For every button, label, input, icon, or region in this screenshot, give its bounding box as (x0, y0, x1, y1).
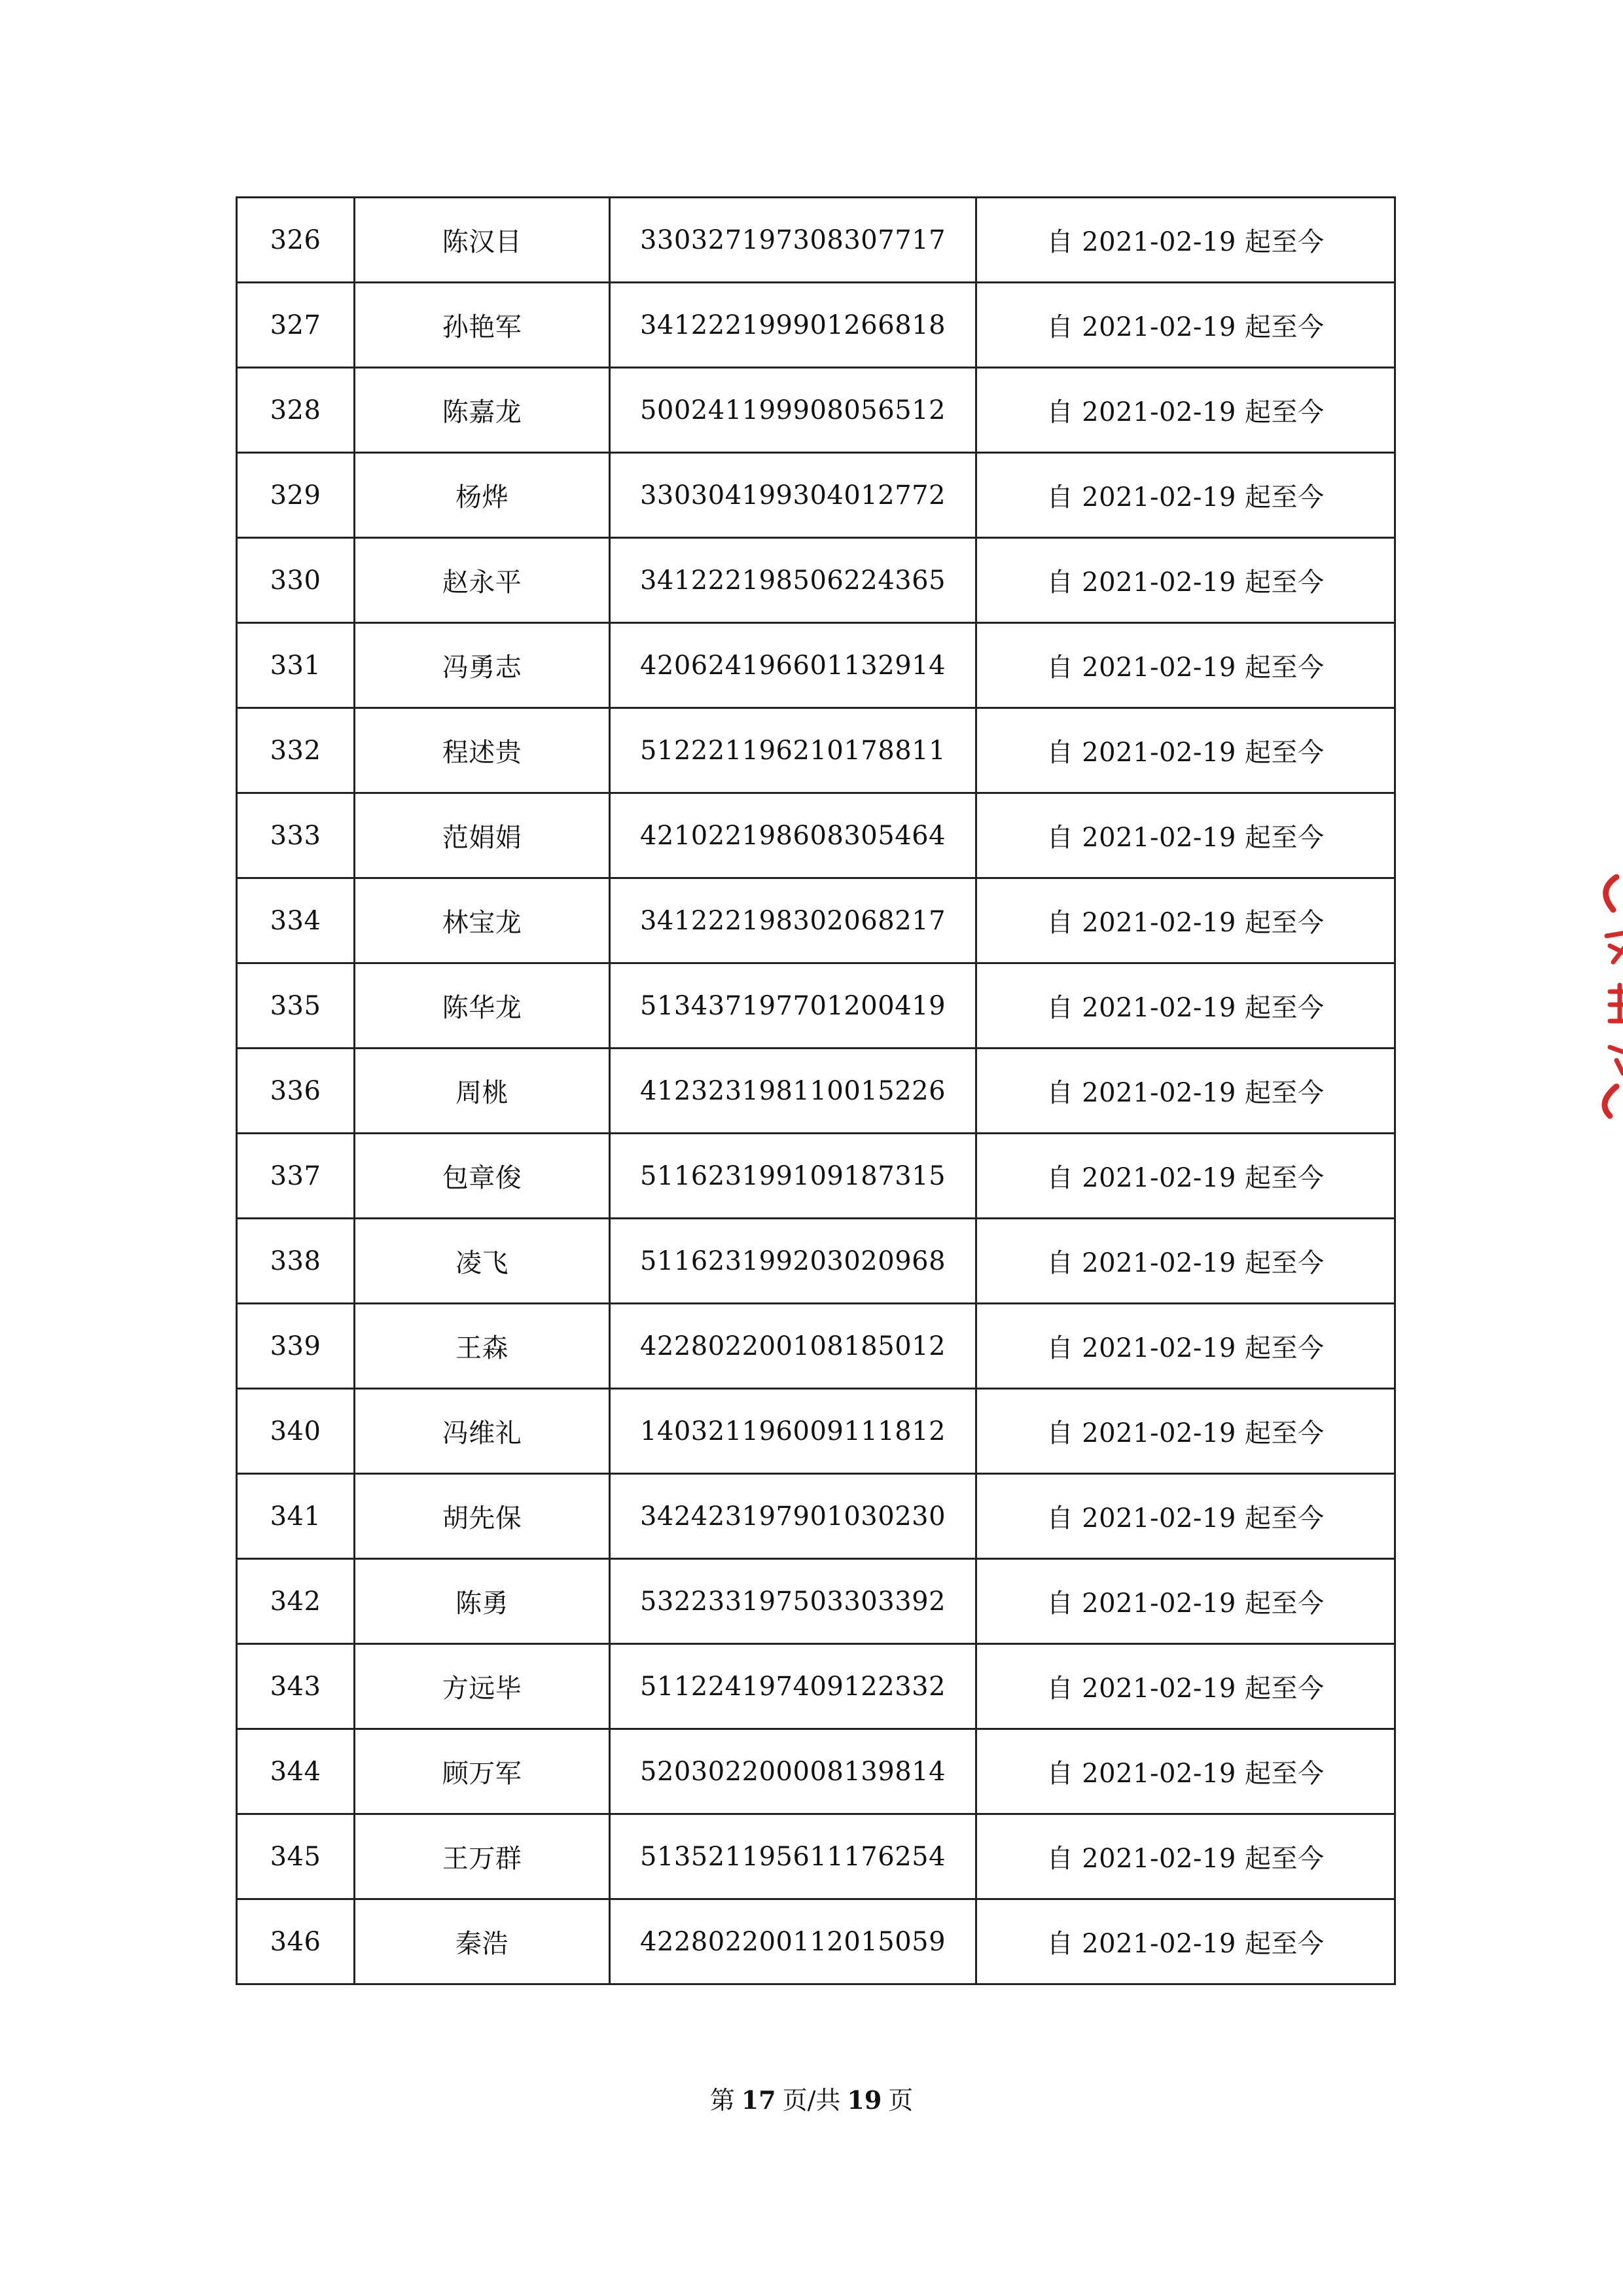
table-row (237, 708, 1395, 793)
period-cell: 自 2021-02-19 起至今 (976, 1304, 1395, 1389)
row-number-cell: 344 (237, 1729, 355, 1814)
table-row (237, 1814, 1395, 1899)
period-cell: 自 2021-02-19 起至今 (976, 1899, 1395, 1984)
period-cell: 自 2021-02-19 起至今 (976, 1729, 1395, 1814)
table-row (237, 198, 1395, 283)
name-cell: 秦浩 (355, 1899, 610, 1984)
period-cell: 自 2021-02-19 起至今 (976, 283, 1395, 368)
period-cell: 自 2021-02-19 起至今 (976, 1219, 1395, 1304)
name-cell: 方远毕 (355, 1644, 610, 1729)
seal-arc-bottom (1605, 1086, 1616, 1116)
period-cell: 自 2021-02-19 起至今 (976, 1389, 1395, 1474)
table-row (237, 1049, 1395, 1134)
period-cell: 自 2021-02-19 起至今 (976, 963, 1395, 1049)
name-cell: 冯勇志 (355, 623, 610, 708)
table-row (237, 538, 1395, 623)
row-number-cell: 340 (237, 1389, 355, 1474)
name-cell: 赵永平 (355, 538, 610, 623)
row-number-cell: 329 (237, 453, 355, 538)
table-row (237, 1134, 1395, 1219)
name-cell: 孙艳军 (355, 283, 610, 368)
row-number-cell: 335 (237, 963, 355, 1049)
red-seal-stamp-fragment (1577, 864, 1623, 1126)
row-number-cell: 341 (237, 1474, 355, 1559)
row-number-cell: 332 (237, 708, 355, 793)
footer-suffix: 页 (888, 2086, 914, 2115)
name-cell: 程述贵 (355, 708, 610, 793)
id-number-cell: 341222198302068217 (610, 878, 976, 963)
name-cell: 凌飞 (355, 1219, 610, 1304)
seal-glyph-2 (1610, 985, 1623, 1021)
id-number-cell: 520302200008139814 (610, 1729, 976, 1814)
id-number-cell: 330327197308307717 (610, 198, 976, 283)
footer-middle: 页/共 (782, 2086, 841, 2115)
id-number-cell: 341222198506224365 (610, 538, 976, 623)
name-cell: 范娟娟 (355, 793, 610, 878)
name-cell: 周桃 (355, 1049, 610, 1134)
name-cell: 冯维礼 (355, 1389, 610, 1474)
period-cell: 自 2021-02-19 起至今 (976, 538, 1395, 623)
id-number-cell: 330304199304012772 (610, 453, 976, 538)
period-cell: 自 2021-02-19 起至今 (976, 1814, 1395, 1899)
row-number-cell: 339 (237, 1304, 355, 1389)
row-number-cell: 334 (237, 878, 355, 963)
id-number-cell: 511623199109187315 (610, 1134, 976, 1219)
name-cell: 陈嘉龙 (355, 368, 610, 453)
footer-prefix: 第 (709, 2086, 735, 2115)
row-number-cell: 343 (237, 1644, 355, 1729)
name-cell: 陈勇 (355, 1559, 610, 1644)
id-number-cell: 513437197701200419 (610, 963, 976, 1049)
table-row (237, 878, 1395, 963)
period-cell: 自 2021-02-19 起至今 (976, 1474, 1395, 1559)
period-cell: 自 2021-02-19 起至今 (976, 453, 1395, 538)
table-row (237, 1729, 1395, 1814)
name-cell: 杨烨 (355, 453, 610, 538)
period-cell: 自 2021-02-19 起至今 (976, 1134, 1395, 1219)
table-row (237, 1559, 1395, 1644)
id-number-cell: 412323198110015226 (610, 1049, 976, 1134)
period-cell: 自 2021-02-19 起至今 (976, 198, 1395, 283)
row-number-cell: 327 (237, 283, 355, 368)
name-cell: 包章俊 (355, 1134, 610, 1219)
id-number-cell: 421022198608305464 (610, 793, 976, 878)
table-row (237, 793, 1395, 878)
row-number-cell: 336 (237, 1049, 355, 1134)
name-cell: 胡先保 (355, 1474, 610, 1559)
row-number-cell: 345 (237, 1814, 355, 1899)
row-number-cell: 330 (237, 538, 355, 623)
name-cell: 王万群 (355, 1814, 610, 1899)
period-cell: 自 2021-02-19 起至今 (976, 878, 1395, 963)
seal-glyph-3 (1610, 1047, 1623, 1073)
id-number-cell: 512221196210178811 (610, 708, 976, 793)
row-number-cell: 331 (237, 623, 355, 708)
table-row (237, 1474, 1395, 1559)
name-cell: 陈华龙 (355, 963, 610, 1049)
roster-table (236, 196, 1396, 1985)
table-row (237, 283, 1395, 368)
row-number-cell: 338 (237, 1219, 355, 1304)
row-number-cell: 346 (237, 1899, 355, 1984)
table-row (237, 963, 1395, 1049)
table-row (237, 1644, 1395, 1729)
row-number-cell: 333 (237, 793, 355, 878)
row-number-cell: 326 (237, 198, 355, 283)
name-cell: 顾万军 (355, 1729, 610, 1814)
period-cell: 自 2021-02-19 起至今 (976, 1644, 1395, 1729)
name-cell: 王森 (355, 1304, 610, 1389)
table-row (237, 1219, 1395, 1304)
period-cell: 自 2021-02-19 起至今 (976, 623, 1395, 708)
period-cell: 自 2021-02-19 起至今 (976, 368, 1395, 453)
id-number-cell: 420624196601132914 (610, 623, 976, 708)
id-number-cell: 513521195611176254 (610, 1814, 976, 1899)
id-number-cell: 511623199203020968 (610, 1219, 976, 1304)
page-footer (0, 2080, 1623, 2116)
row-number-cell: 337 (237, 1134, 355, 1219)
row-number-cell: 328 (237, 368, 355, 453)
period-cell: 自 2021-02-19 起至今 (976, 1049, 1395, 1134)
table-row (237, 1389, 1395, 1474)
roster-table-body (237, 198, 1395, 1984)
table-row (237, 623, 1395, 708)
id-number-cell: 140321196009111812 (610, 1389, 976, 1474)
id-number-cell: 422802200108185012 (610, 1304, 976, 1389)
id-number-cell: 532233197503303392 (610, 1559, 976, 1644)
id-number-cell: 341222199901266818 (610, 283, 976, 368)
id-number-cell: 511224197409122332 (610, 1644, 976, 1729)
id-number-cell: 500241199908056512 (610, 368, 976, 453)
id-number-cell: 342423197901030230 (610, 1474, 976, 1559)
name-cell: 林宝龙 (355, 878, 610, 963)
table-row (237, 368, 1395, 453)
table-row (237, 453, 1395, 538)
current-page-number: 17 (741, 2085, 776, 2115)
period-cell: 自 2021-02-19 起至今 (976, 1559, 1395, 1644)
period-cell: 自 2021-02-19 起至今 (976, 793, 1395, 878)
seal-glyph-1 (1607, 933, 1623, 962)
table-row (237, 1304, 1395, 1389)
id-number-cell: 422802200112015059 (610, 1899, 976, 1984)
name-cell: 陈汉目 (355, 198, 610, 283)
total-page-count: 19 (847, 2085, 882, 2115)
seal-arc-top (1606, 877, 1616, 910)
row-number-cell: 342 (237, 1559, 355, 1644)
period-cell: 自 2021-02-19 起至今 (976, 708, 1395, 793)
table-row (237, 1899, 1395, 1984)
